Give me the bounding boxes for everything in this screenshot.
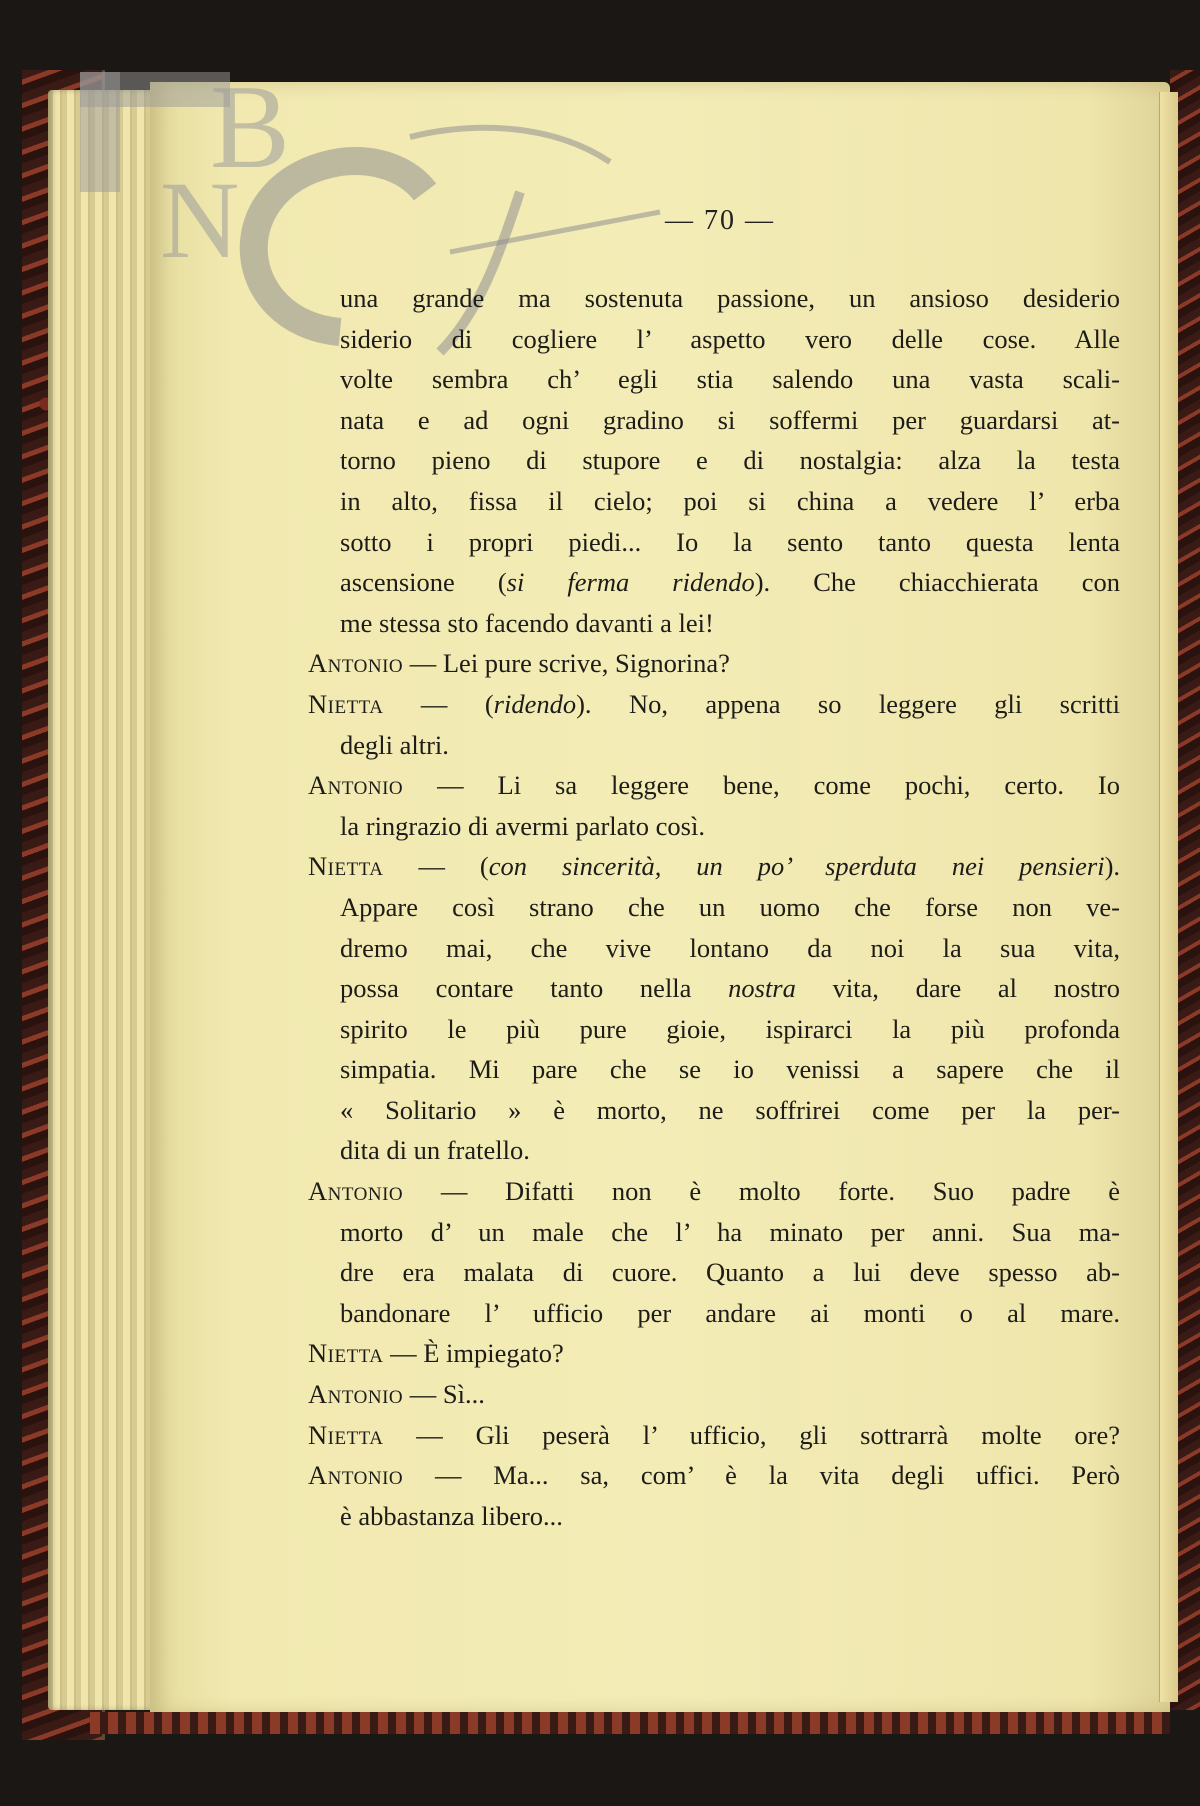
text-span: dita di un fratello.: [340, 1135, 530, 1166]
text-span: simpatia. Mi pare che se io venissi a sapere che il: [340, 1054, 1120, 1085]
text-line: [340, 887, 1120, 928]
text-span: dremo mai, che vive lontano da noi la sua vita,: [340, 932, 1120, 963]
text-span: — Ma... sa, com’ è la vita degli uffici. Però: [403, 1460, 1120, 1491]
text-line: [340, 603, 1120, 644]
dialogue-line: [308, 643, 1120, 684]
text-span: volte sembra ch’ egli stia salendo una vasta scali-: [340, 364, 1120, 395]
stage-direction: ridendo: [493, 688, 577, 719]
text-line: [340, 1130, 1120, 1171]
book-cover-bottom: [90, 1712, 1170, 1734]
text-line: [340, 522, 1120, 563]
dialogue-line: [308, 1415, 1120, 1456]
text-span: — Lei pure scrive, Signorina?: [403, 648, 730, 679]
text-line: [340, 481, 1120, 522]
speaker-name: Antonio: [308, 648, 404, 679]
page-edge-right: [1159, 92, 1178, 1702]
stage-direction: si ferma ridendo: [506, 567, 755, 598]
text-span: spirito le più pure gioie, ispirarci la più profonda: [340, 1013, 1120, 1044]
speaker-name: Antonio: [308, 1379, 404, 1410]
text-line: [340, 319, 1120, 360]
speaker-name: Antonio: [308, 1460, 404, 1491]
speaker-name: Nietta: [308, 1338, 384, 1369]
text-span: ascensione (: [340, 567, 507, 598]
dialogue-line: [308, 1171, 1120, 1212]
text-line: [340, 1293, 1120, 1334]
text-span: la ringrazio di avermi parlato così.: [340, 810, 705, 841]
text-span: ). Che chiacchierata con: [754, 567, 1120, 598]
text-span: ). No, appena so leggere gli scritti: [576, 688, 1121, 719]
text-span: — (: [383, 688, 494, 719]
dialogue-line: [308, 765, 1120, 806]
text-line: [340, 806, 1120, 847]
text-line: [340, 359, 1120, 400]
text-line: [340, 278, 1120, 319]
page-text: [308, 278, 1121, 1536]
dialogue-line: [308, 1374, 1120, 1415]
stage-direction: con sincerità, un po’ sperduta nei pensieri: [488, 851, 1105, 882]
text-span: — (: [383, 851, 489, 882]
text-span: — Sì...: [403, 1379, 485, 1410]
text-line: [340, 1009, 1120, 1050]
text-span: è abbastanza libero...: [340, 1500, 563, 1531]
speaker-name: Nietta: [308, 688, 384, 719]
text-span: ).: [1104, 851, 1121, 882]
svg-text:B: B: [210, 60, 291, 193]
dialogue-line: [308, 1455, 1120, 1496]
text-line: [340, 725, 1120, 766]
text-span: nata e ad ogni gradino si soffermi per guardarsi at-: [340, 404, 1120, 435]
speaker-name: Nietta: [308, 851, 384, 882]
text-span: morto d’ un male che l’ ha minato per anni. Sua ma-: [340, 1216, 1120, 1247]
dialogue-line: [308, 684, 1120, 725]
text-span: in alto, fissa il cielo; poi si china a vedere l’ erba: [340, 485, 1120, 516]
text-span: vita, dare al nostro: [795, 973, 1120, 1004]
text-line: [340, 1496, 1120, 1537]
speaker-name: Nietta: [308, 1419, 384, 1450]
text-span: — Difatti non è molto forte. Suo padre è: [403, 1176, 1120, 1207]
stage-direction: nostra: [728, 973, 796, 1004]
text-line: [340, 1090, 1120, 1131]
speaker-name: Antonio: [308, 1176, 404, 1207]
text-span: me stessa sto facendo davanti a lei!: [340, 607, 714, 638]
svg-text:N: N: [160, 159, 240, 281]
text-line: [340, 1049, 1120, 1090]
text-span: dre era malata di cuore. Quanto a lui deve spesso ab-: [340, 1257, 1120, 1288]
text-line: [340, 928, 1120, 969]
text-line: [340, 440, 1120, 481]
text-span: — Li sa leggere bene, come pochi, certo. Io: [403, 770, 1120, 801]
text-span: una grande ma sostenuta passione, un ansioso desiderio: [340, 283, 1120, 313]
text-span: — È impiegato?: [383, 1338, 564, 1369]
text-span: torno pieno di stupore e di nostalgia: alza la testa: [340, 445, 1120, 476]
page-number: — 70 —: [665, 205, 775, 236]
text-line: [340, 562, 1120, 603]
dialogue-line: [308, 846, 1120, 887]
speaker-name: Antonio: [308, 770, 404, 801]
text-span: — Gli peserà l’ ufficio, gli sottrarrà molte ore?: [383, 1419, 1120, 1450]
dialogue-line: [308, 1333, 1120, 1374]
text-line: [340, 400, 1120, 441]
text-span: degli altri.: [340, 729, 449, 760]
text-span: possa contare tanto nella: [340, 973, 729, 1004]
text-span: Appare così strano che un uomo che forse non ve-: [340, 891, 1120, 922]
text-span: bandonare l’ ufficio per andare ai monti o al mare.: [340, 1297, 1120, 1328]
text-line: [340, 968, 1120, 1009]
text-line: [340, 1252, 1120, 1293]
text-span: « Solitario » è morto, ne soffrirei come per la per-: [340, 1094, 1120, 1125]
text-line: [340, 1212, 1120, 1253]
text-span: siderio di cogliere l’ aspetto vero delle cose. Alle: [340, 323, 1120, 354]
text-span: sotto i propri piedi... Io la sento tanto questa lenta: [340, 526, 1120, 557]
